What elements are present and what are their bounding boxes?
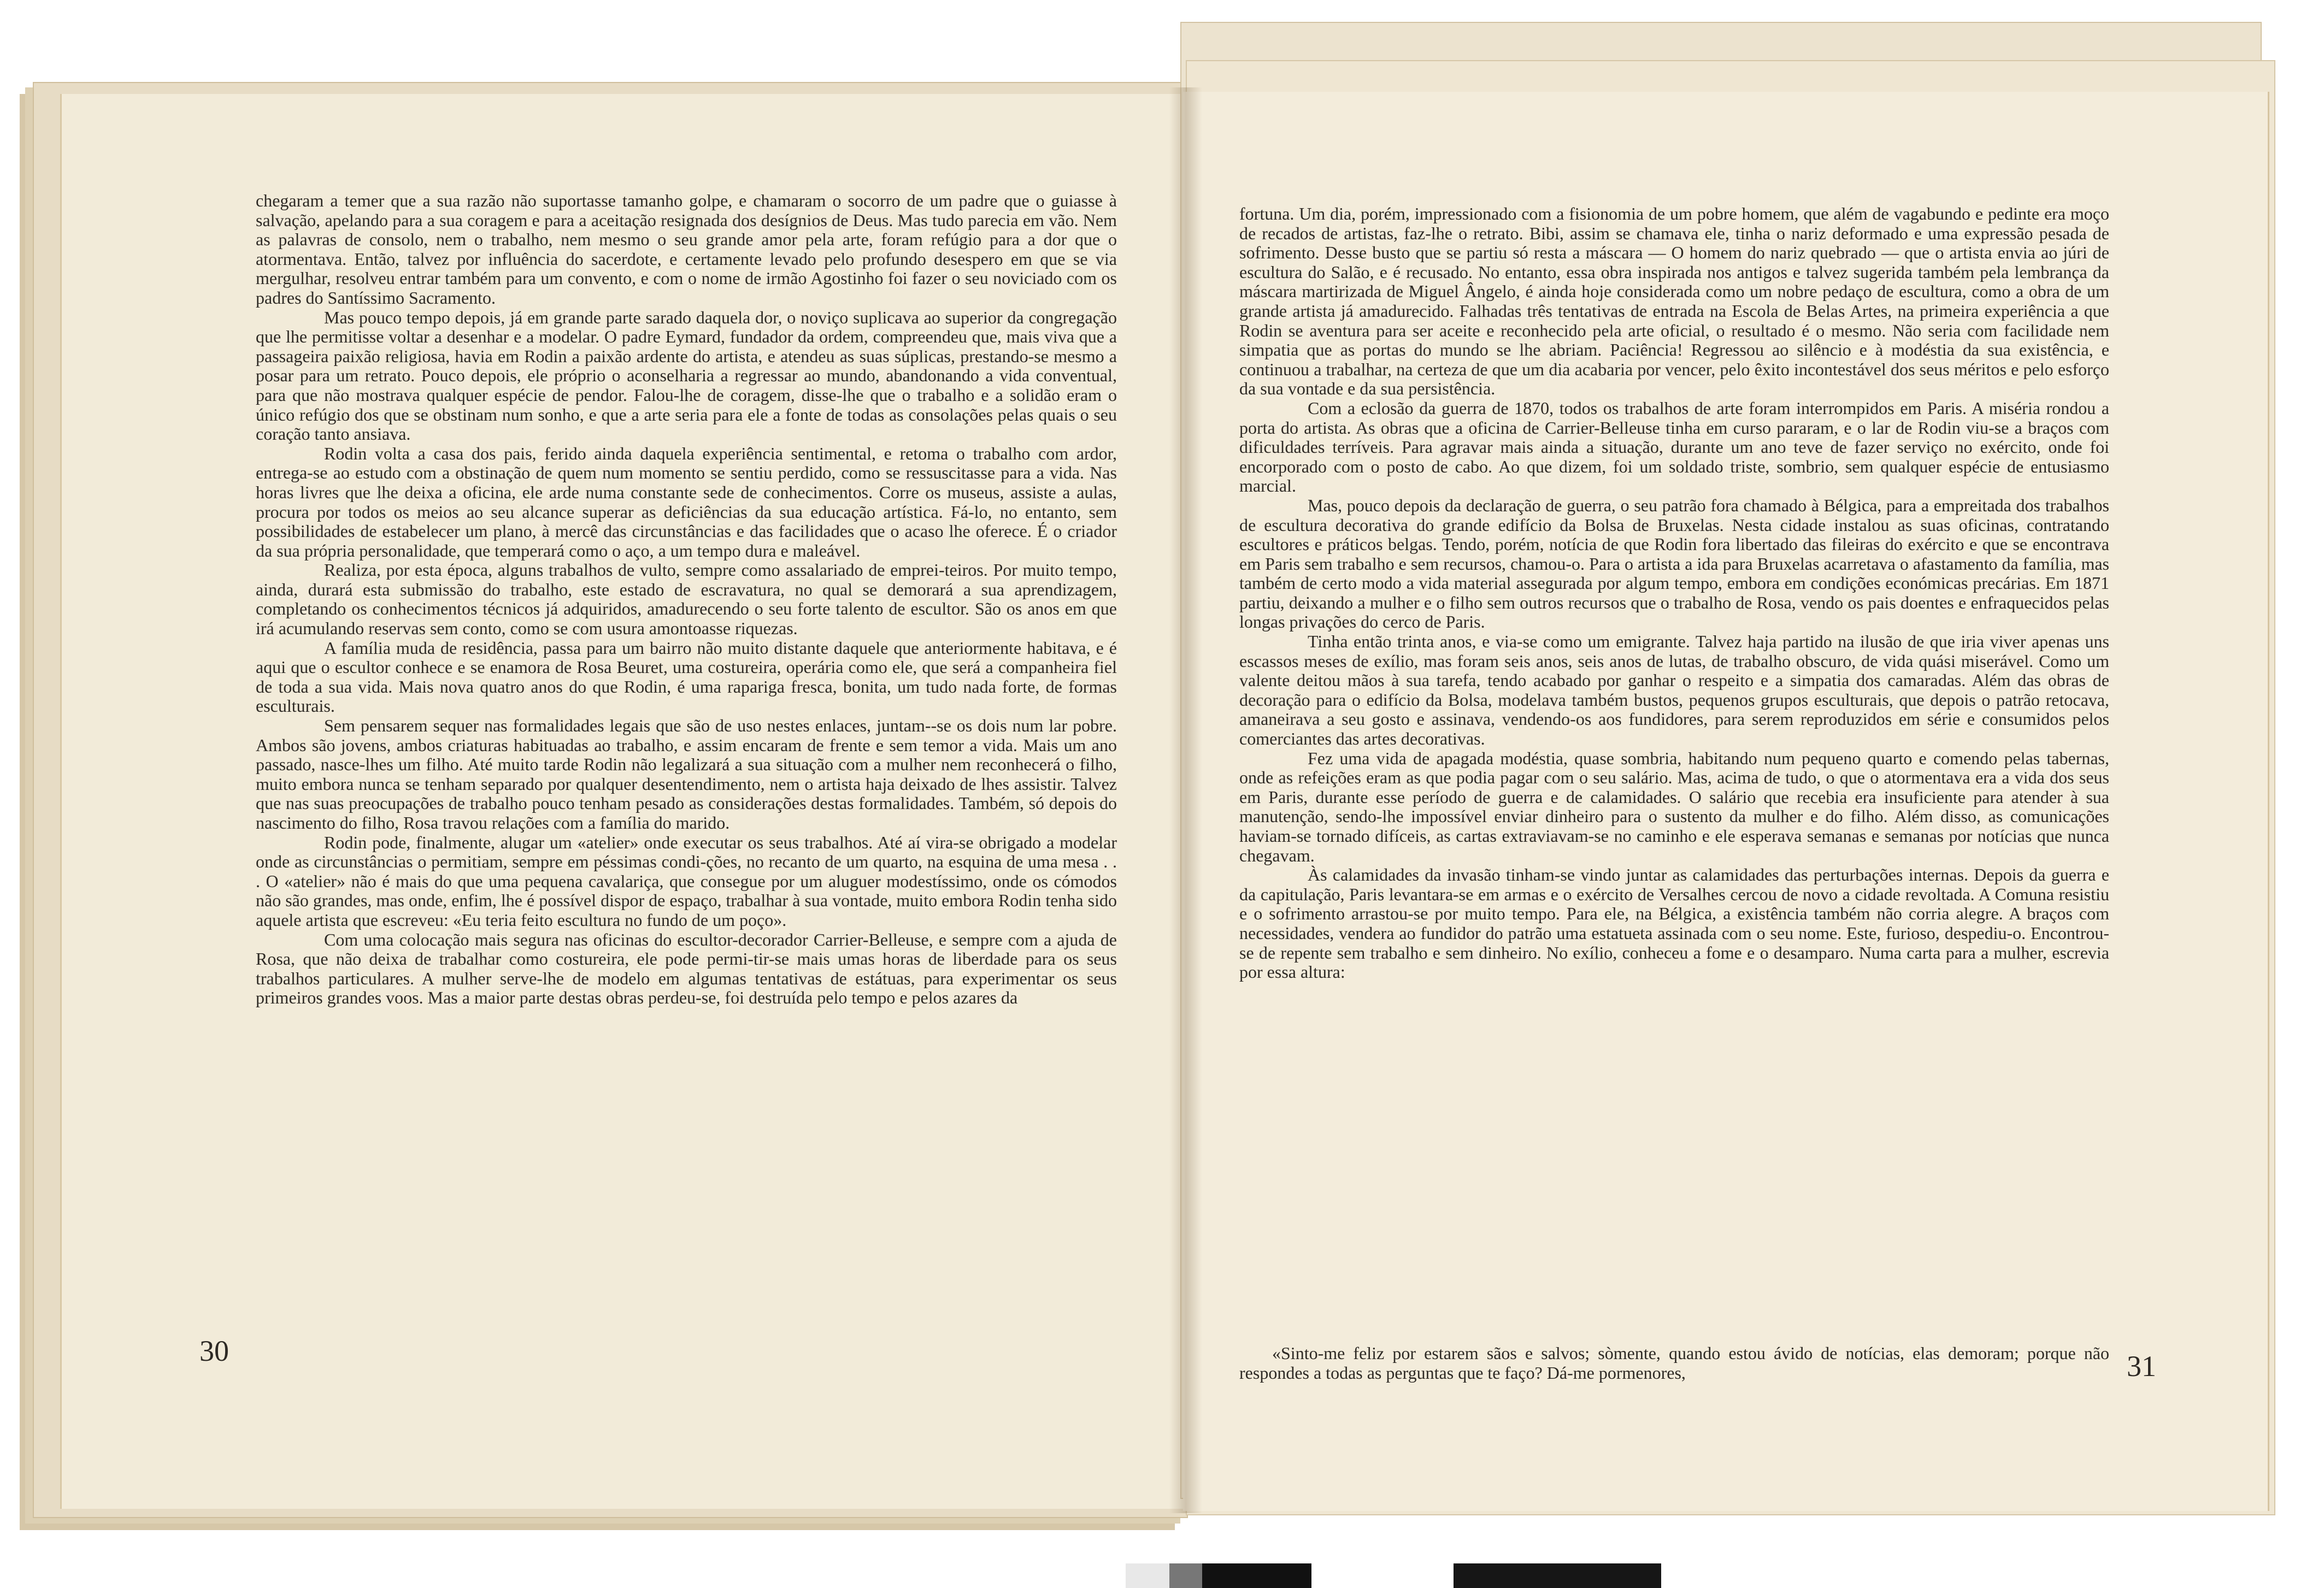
- left-paragraph-3: Rodin volta a casa dos pais, ferido ainda daquela experiência sentimental, e retoma o trabalho com ardor, entrega-se ao estudo com a obstinação de quem num momento se sentiu perdido, como se ressuscitasse para a vida. Nas horas livres que lhe deixa a oficina, ele arde numa constante sede de conhecimentos. Corre os museus, assiste a aulas, procura por todos os meios ao seu alcance superar as deficiências da sua educação artística. Fá-lo, no entanto, sem possibilidades de estabelecer um plano, à mercê das circunstâncias e das facilidades que o acaso lhe oferece. É o criador da sua própria personalidade, que temperará como o aço, a um tempo dura e maleável.: [256, 443, 1117, 560]
- calibration-patch-gray: [1169, 1563, 1202, 1588]
- right-paragraph-3: Mas, pouco depois da declaração de guerra, o seu patrão fora chamado à Bélgica, para a empreitada dos trabalhos de escultura decorativa do grande edifício da Bolsa de Bruxelas. Nesta cidade instalou as suas oficinas, contratando escultores e práticos belgas. Tendo, porém, notícia de que Rodin fora libertado das fileiras do exército e que se encontrava em Paris sem trabalho e sem recursos, chamou-o. Para o artista a ida para Bruxelas acarretava o afastamento da família, mas também de certo modo a vida material assegurada por algum tempo, embora em condições económicas precárias. Em 1871 partiu, deixando a mulher e o filho sem outros recursos que o trabalho de Rosa, vendo os pais doentes e enfraquecidos pelas longas privações do cerco de Paris.: [1239, 495, 2109, 632]
- right-page-text: [1239, 204, 2109, 982]
- right-paragraph-2: Com a eclosão da guerra de 1870, todos os trabalhos de arte foram interrompidos em Paris. A miséria rondou a porta do artista. As obras que a oficina de Carrier-Belleuse tinha em curso pararam, e o lar de Rodin viu-se a braços com dificuldades terríveis. Para agravar mais ainda a situação, durante um ano teve de fazer serviço no exército, onde foi encorporado com o posto de cabo. Ao que dizem, foi um soldado triste, sombrio, sem qualquer espécie de entusiasmo marcial.: [1239, 398, 2109, 496]
- calibration-patch-black: [1202, 1563, 1311, 1588]
- right-paragraph-4: Tinha então trinta anos, e via-se como um emigrante. Talvez haja partido na ilusão de que iria viver apenas uns escassos meses de exílio, mas foram seis anos, seis anos de lutas, de trabalho obscuro, de vida quási miserável. Como um valente deitou mãos à sua tarefa, tendo acabado por ganhar o respeito e a simpatia dos camaradas. Além das obras de decoração para o edifício da Bolsa, modelava também bustos, pequenos grupos esculturais, que depois o patrão retocava, amaneirava a seu gosto e assinava, vendendo-os aos fundidores, para serem reproduzidos em série e consumidos pelos comerciantes das artes decorativas.: [1239, 631, 2109, 749]
- left-paragraph-2: Mas pouco tempo depois, já em grande parte sarado daquela dor, o noviço suplicava ao superior da congregação que lhe permitisse voltar a desenhar e a modelar. O padre Eymard, fundador da ordem, compreendeu que, mais viva que a passageira paixão religiosa, havia em Rodin a paixão ardente do artista, e atendeu as suas súplicas, prestando-se mesmo a posar para um retrato. Pouco depois, ele próprio o aconselharia a regressar ao mundo, abandonando a vida conventual, para que não mostrava qualquer espécie de pendor. Falou-lhe de coragem, disse-lhe que o trabalho e a solidão eram o único refúgio dos que se obstinam num sonho, e que a arte seria para ele a fonte de todas as consolações pelas quais o seu coração tanto ansiava.: [256, 307, 1117, 444]
- letter-quote: «Sinto-me feliz por estarem sãos e salvos; sòmente, quando estou ávido de notícias, elas demoram; porque não respondes a todas as perguntas que te faço? Dá-me pormenores,: [1239, 1343, 2109, 1383]
- calibration-patch-black-wide: [1454, 1563, 1661, 1588]
- right-paragraph-1: fortuna. Um dia, porém, impressionado com a fisionomia de um pobre homem, que além de vagabundo e pedinte era moço de recados de artistas, faz-lhe o retrato. Bibi, assim se chamava ele, tinha o nariz deformado e uma expressão pesada de sofrimento. Desse busto que se partiu só resta a máscara — O homem do nariz quebrado — que o artista envia ao júri de escultura do Salão, e é recusado. No entanto, essa obra inspirada nos antigos e talvez sugerida também pela lembrança da máscara martirizada de Miguel Ângelo, é ainda hoje considerada como um nobre pedaço de escultura, como a obra de um grande artista já amadurecido. Falhadas três tentativas de entrada na Escola de Belas Artes, na primeira experiência a que Rodin se aventura para ser aceite e reconhecido pela arte oficial, o resultado é o mesmo. Não seria com facilidade nem simpatia que as portas do mundo se lhe abriam. Paciência! Regressou ao silêncio e à modéstia da sua existência, e continuou a trabalhar, na certeza de que um dia acabaria por vencer, pelo êxito incontestável dos seus méritos e pelo esforço da sua vontade e da sua persistência.: [1239, 204, 2109, 399]
- right-paragraph-6: Às calamidades da invasão tinham-se vindo juntar as calamidades das perturbações internas. Depois da guerra e da capitulação, Paris levantara-se em armas e o exército de Versalhes cercou de novo a cidade revoltada. A Comuna resistiu e o sofrimento arrastou-se por muito tempo. Para ele, na Bélgica, a existência também não corria alegre. A braços com necessidades, vendera ao fundidor do patrão uma estatueta assinada com o seu nome. Este, furioso, despediu-o. Encontrou-se de repente sem trabalho e sem dinheiro. No exílio, conheceu a fome e o desamparo. Numa carta para a mulher, escrevia por essa altura:: [1239, 865, 2109, 982]
- book-gutter: [1169, 87, 1202, 1513]
- left-page-number: 30: [199, 1335, 229, 1367]
- left-paragraph-5: A família muda de residência, passa para um bairro não muito distante daquele que anteriormente habitava, e é aqui que o escultor conhece e se enamora de Rosa Beuret, uma costureira, operária como ele, que será a companheira fiel de toda a sua vida. Mais nova quatro anos do que Rodin, é uma rapariga fresca, bonita, um tudo nada forte, de formas esculturais.: [256, 637, 1117, 716]
- left-paragraph-1: chegaram a temer que a sua razão não suportasse tamanho golpe, e chamaram o socorro de um padre que o guiasse à salvação, apelando para a sua coragem e para a aceitação resignada dos desígnios de Deus. Mas tudo parecia em vão. Nem as palavras de consolo, nem o trabalho, nem mesmo o seu grande amor pela arte, foram refúgio para a dor que o atormentava. Então, talvez por influência do sacerdote, e certamente levado pelo profundo desespero em que se via mergulhar, resolveu entrar também para um convento, e com o nome de irmão Agostinho foi fazer o seu noviciado com os padres do Santíssimo Sacramento.: [256, 191, 1117, 308]
- color-calibration-strip: [1126, 1563, 2164, 1588]
- right-paragraph-5: Fez uma vida de apagada modéstia, quase sombria, habitando num pequeno quarto e comendo pelas tabernas, onde as refeições eram as que podia pagar com o seu salário. Mas, acima de tudo, o que o atormentava era a vida dos seus em Paris, durante esse período de guerra e de calamidades. O salário que recebia era insuficiente para atender à sua manutenção, sendo-lhe impossível enviar dinheiro para o sustento da mulher e do filho. Além disso, as comunicações haviam-se tornado difíceis, as cartas extraviavam-se no caminho e ele esperava semanas e semanas por notícias que nunca chegavam.: [1239, 748, 2109, 865]
- left-paragraph-8: Com uma colocação mais segura nas oficinas do escultor-decorador Carrier-Belleuse, e sempre com a ajuda de Rosa, que não deixa de trabalhar como costureira, ele pode permi-tir-se mais umas horas de liberdade para os seus trabalhos particulares. A mulher serve-lhe de modelo em algumas tentativas de estátuas, para experimentar os seus primeiros grandes voos. Mas a maior parte destas obras perdeu-se, foi destruída pelo tempo e pelos azares da: [256, 929, 1117, 1008]
- right-page-number: 31: [2127, 1350, 2156, 1383]
- left-page-text: [256, 191, 1117, 1008]
- calibration-patch-light: [1126, 1563, 1169, 1588]
- left-paragraph-4: Realiza, por esta época, alguns trabalhos de vulto, sempre como assalariado de emprei-teiros. Por muito tempo, ainda, durará esta submissão do trabalho, este estado de escravatura, no qual se demorará a sua aprendizagem, completando os conhecimentos técnicos já adquiridos, amadurecendo o seu forte talento de escultor. São os anos em que irá acumulando reservas sem conto, como se com usura amontoasse riquezas.: [256, 560, 1117, 639]
- calibration-patch-white: [1311, 1563, 1454, 1588]
- left-paragraph-7: Rodin pode, finalmente, alugar um «atelier» onde executar os seus trabalhos. Até aí vira-se obrigado a modelar onde as circunstâncias o permitiam, sempre em péssimas condi-ções, no recanto de um quarto, na esquina de uma mesa . . . O «atelier» não é mais do que uma pequena cavalariça, que consegue por um aluguer modestíssimo, onde os cómodos não são grandes, mas onde, enfim, lhe é possível dispor de espaço, trabalhar à sua vontade, muito embora Rodin tenha sido aquele artista que escreveu: «Eu teria feito escultura no fundo de um poço».: [256, 832, 1117, 930]
- left-paragraph-6: Sem pensarem sequer nas formalidades legais que são de uso nestes enlaces, juntam--se os dois num lar pobre. Ambos são jovens, ambos criaturas habituadas ao trabalho, e assim encaram de frente e sem temor a vida. Mais um ano passado, nasce-lhes um filho. Até muito tarde Rodin não legalizará a sua situação com a mulher nem reconhecerá o filho, muito embora nunca se tenham separado por qualquer desentendimento, nem o artista haja deixado de lhes assistir. Talvez que nas suas preocupações de trabalho pouco tenham pesado as considerações destas formalidades. Também, só depois do nascimento do filho, Rosa travou relações com a família do marido.: [256, 716, 1117, 833]
